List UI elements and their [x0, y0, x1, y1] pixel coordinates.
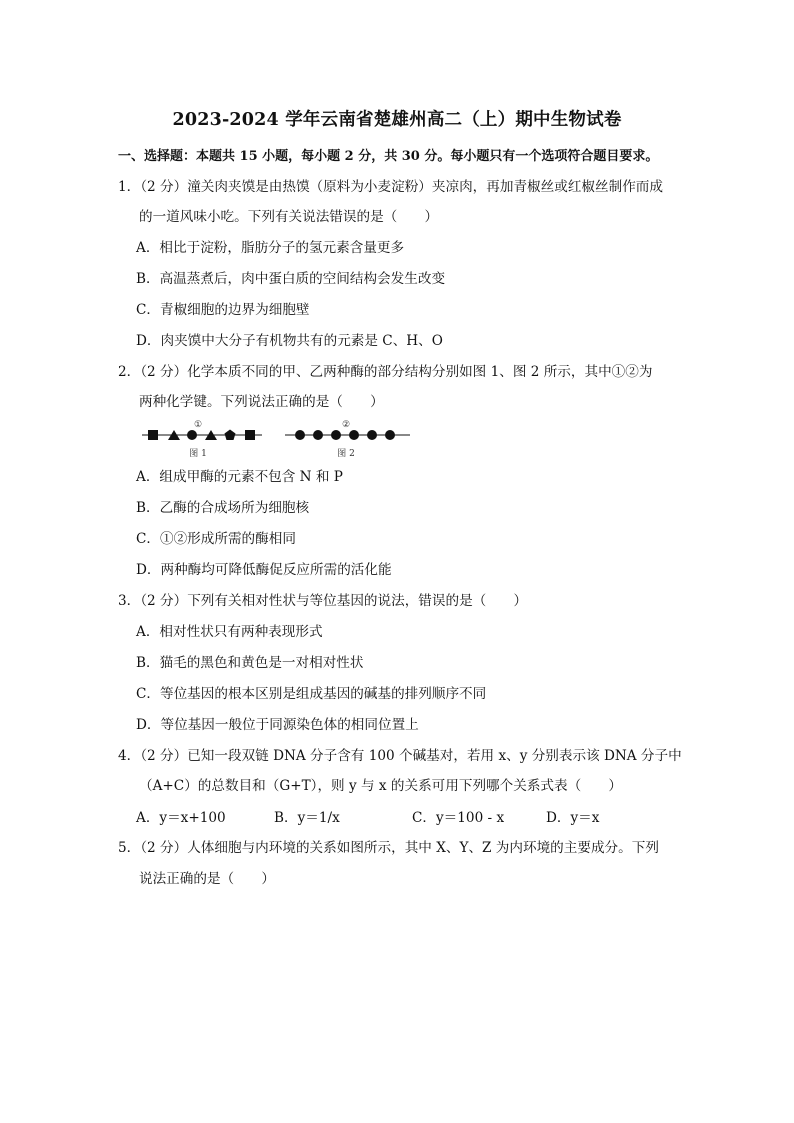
q1-option-b: B．高温蒸煮后，肉中蛋白质的空间结构会发生改变	[136, 271, 446, 287]
exam-title: 2023-2024 学年云南省楚雄州高二（上）期中生物试卷	[172, 110, 622, 130]
q2-option-b: B．乙酶的合成场所为细胞核	[136, 500, 310, 516]
fig1-bond-label: ①	[193, 420, 203, 430]
fig2-circle-5	[367, 430, 377, 440]
q3-option-a: A．相对性状只有两种表现形式	[136, 624, 323, 640]
fig2-circle-2	[313, 430, 323, 440]
q1-option-a: A．相比于淀粉，脂肪分子的氢元素含量更多	[136, 240, 405, 256]
q4-option-b: B．y＝1/x	[274, 810, 340, 826]
q5-stem-line1: 5．（2 分）人体细胞与内环境的关系如图所示，其中 X、Y、Z 为内环境的主要成分。下列	[118, 840, 659, 856]
fig1-square-1	[148, 430, 158, 440]
q1-option-c: C．青椒细胞的边界为细胞壁	[136, 302, 310, 318]
fig1-pentagon	[225, 430, 236, 441]
q2-stem-line2: 两种化学键。下列说法正确的是（ ）	[139, 394, 384, 410]
q2-option-c: C．①②形成所需的酶相同	[136, 531, 296, 547]
q4-options-row	[136, 806, 656, 826]
figure-2	[285, 420, 410, 459]
q3-option-d: D．等位基因一般位于同源染色体的相同位置上	[136, 717, 419, 733]
q5-stem-line2: 说法正确的是（ ）	[139, 871, 275, 887]
figure-1	[142, 420, 262, 459]
fig2-circle-1	[295, 430, 305, 440]
q1-option-d: D．肉夹馍中大分子有机物共有的元素是 C、H、O	[136, 333, 443, 349]
q4-option-c: C．y＝100 - x	[412, 810, 505, 826]
section-heading: 一、选择题：本题共 15 小题，每小题 2 分，共 30 分。每小题只有一个选项符合题目要求。	[118, 149, 659, 164]
fig2-circle-4	[349, 430, 359, 440]
q3-option-c: C．等位基因的根本区别是组成基因的碱基的排列顺序不同	[136, 686, 487, 702]
q1-stem-line2: 的一道风味小吃。下列有关说法错误的是（ ）	[139, 209, 439, 225]
q2-option-d: D．两种酶均可降低酶促反应所需的活化能	[136, 562, 392, 578]
q1-stem-line1: 1．（2 分）潼关肉夹馍是由热馍（原料为小麦淀粉）夹凉肉，再加青椒丝或红椒丝制作而成	[118, 179, 663, 195]
enzyme-structure-figure	[140, 418, 420, 460]
fig2-bond-label: ②	[341, 420, 351, 430]
q4-option-d: D．y＝x	[546, 810, 600, 826]
q3-option-b: B．猫毛的黑色和黄色是一对相对性状	[136, 655, 364, 671]
fig2-circle-3	[331, 430, 341, 440]
q3-stem-line1: 3．（2 分）下列有关相对性状与等位基因的说法，错误的是（ ）	[118, 593, 528, 609]
fig2-circle-6	[385, 430, 395, 440]
q4-stem-line1: 4．（2 分）已知一段双链 DNA 分子含有 100 个碱基对，若用 x、y 分别表示该 DNA 分子中	[118, 748, 682, 764]
q4-stem-line2: （A+C）的总数目和（G+T），则 y 与 x 的关系可用下列哪个关系式表（ ）	[139, 778, 622, 794]
fig1-square-2	[245, 430, 255, 440]
q2-stem-line1: 2．（2 分）化学本质不同的甲、乙两种酶的部分结构分别如图 1、图 2 所示，其中①②为	[118, 364, 653, 380]
fig2-caption: 图 2	[337, 449, 355, 459]
fig1-circle	[187, 430, 197, 440]
fig1-caption: 图 1	[189, 449, 207, 459]
q4-option-a: A．y＝x+100	[136, 810, 226, 826]
q2-option-a: A．组成甲酶的元素不包含 N 和 P	[136, 469, 343, 485]
